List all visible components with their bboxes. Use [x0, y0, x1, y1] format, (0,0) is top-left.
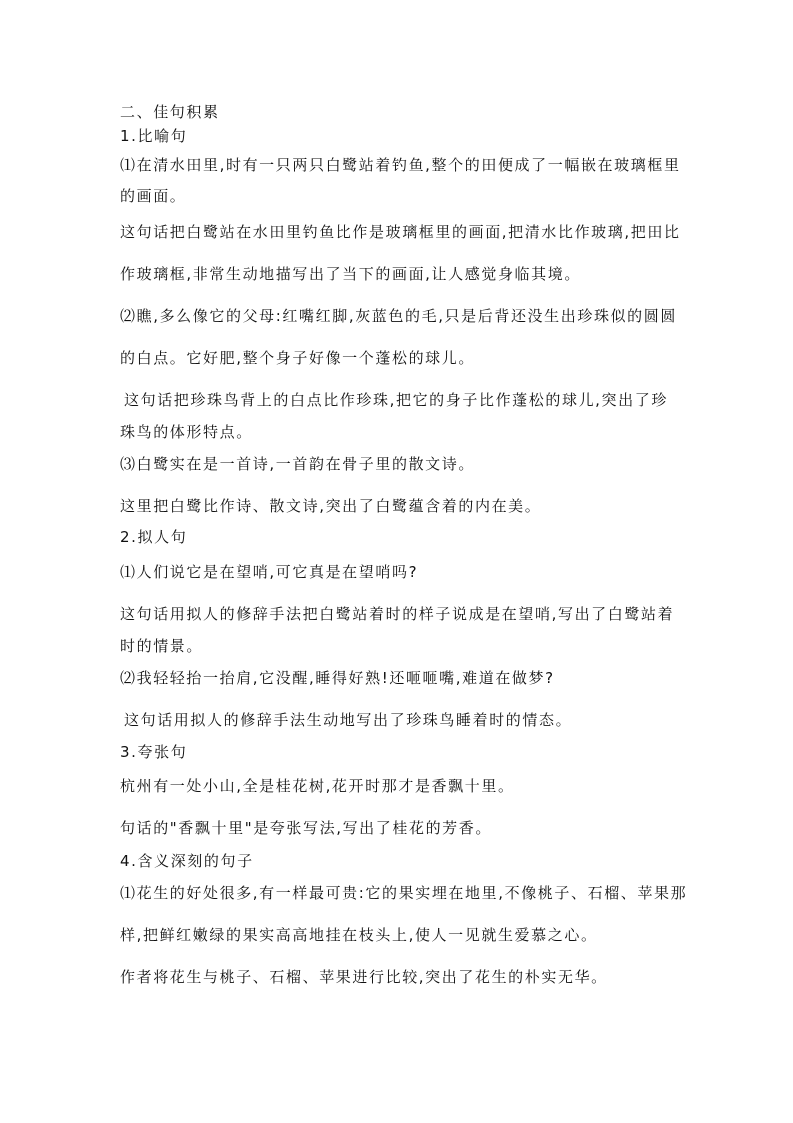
section-heading: 二、佳句积累	[120, 103, 220, 121]
explanation-text: 这句话用拟人的修辞手法把白鹭站着时的样子说成是在望哨,写出了白鹭站着	[120, 605, 675, 623]
subsection-heading-profound: 4.含义深刻的句子	[120, 852, 254, 870]
example-sentence: ⑴花生的好处很多,有一样最可贵:它的果实埋在地里,不像桃子、石榴、苹果那	[120, 884, 688, 902]
explanation-text-cont: 时的情景。	[120, 637, 204, 655]
explanation-text: 句话的"香飘十里"是夸张写法,写出了桂花的芳香。	[120, 819, 492, 837]
example-sentence: ⑴在清水田里,时有一只两只白鹭站着钓鱼,整个的田便成了一幅嵌在玻璃框里	[120, 156, 681, 174]
example-sentence: ⑵我轻轻抬一抬肩,它没醒,睡得好熟!还咂咂嘴,难道在做梦?	[120, 669, 555, 687]
example-sentence-cont: 样,把鲜红嫩绿的果实高高地挂在枝头上,使人一见就生爱慕之心。	[120, 926, 598, 944]
explanation-text-cont: 珠鸟的体形特点。	[120, 423, 253, 441]
example-sentence-cont: 的白点。它好肥,整个身子好像一个蓬松的球儿。	[120, 349, 475, 367]
explanation-text: 这句话把白鹭站在水田里钓鱼比作是玻璃框里的画面,把清水比作玻璃,把田比	[120, 223, 681, 241]
example-sentence-cont: 的画面。	[120, 187, 187, 205]
explanation-text: 这句话用拟人的修辞手法生动地写出了珍珠鸟睡着时的情态。	[124, 711, 573, 729]
subsection-heading-hyperbole: 3.夸张句	[120, 743, 188, 761]
example-sentence: ⑵瞧,多么像它的父母:红嘴红脚,灰蓝色的毛,只是后背还没生出珍珠似的圆圆	[120, 307, 677, 325]
example-sentence: ⑶白鹭实在是一首诗,一首韵在骨子里的散文诗。	[120, 455, 475, 473]
explanation-text-cont: 作玻璃框,非常生动地描写出了当下的画面,让人感觉身临其境。	[120, 265, 581, 283]
example-sentence: ⑴人们说它是在望哨,可它真是在望哨吗?	[120, 563, 419, 581]
explanation-text: 这里把白鹭比作诗、散文诗,突出了白鹭蕴含着的内在美。	[120, 497, 542, 515]
subsection-heading-metaphor: 1.比喻句	[120, 127, 188, 145]
explanation-text: 这句话把珍珠鸟背上的白点比作珍珠,把它的身子比作蓬松的球儿,突出了珍	[124, 391, 668, 409]
example-sentence: 杭州有一处小山,全是桂花树,花开时那才是香飘十里。	[120, 777, 515, 795]
explanation-text: 作者将花生与桃子、石榴、苹果进行比较,突出了花生的朴实无华。	[120, 968, 608, 986]
subsection-heading-personification: 2.拟人句	[120, 528, 188, 546]
